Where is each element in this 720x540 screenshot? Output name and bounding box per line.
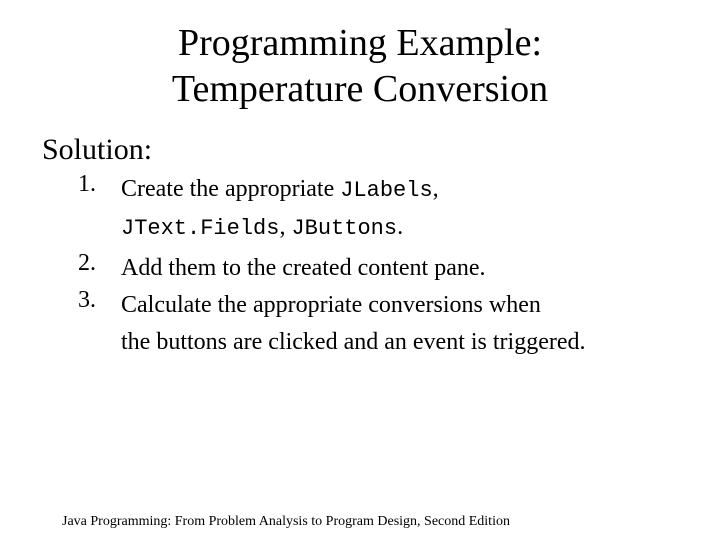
item-line: Calculate the appropriate conversions when (121, 292, 541, 318)
title-line-2: Temperature Conversion (171, 68, 549, 110)
solution-heading: Solution: (42, 133, 153, 166)
item-text-segment: Create the appropriate (121, 176, 341, 202)
title-line-1: Programming Example: (177, 22, 543, 64)
code-jbuttons: JButtons (291, 216, 398, 241)
item-text-segment: , (432, 176, 439, 202)
list-item-text (121, 171, 711, 247)
item-text-segment: . (397, 214, 404, 240)
code-jtextfields: JText.Fields (121, 216, 280, 241)
slide-footer: Java Programming: From Problem Analysis to Program Design, Second Edition (62, 514, 510, 529)
list-item-number: 3. (78, 287, 96, 313)
code-jlabels: JLabels (340, 178, 433, 203)
item-text-segment: , (279, 214, 292, 240)
list-item-text: Add them to the created content pane. (121, 255, 486, 281)
slide-title (0, 20, 720, 112)
list-item-number: 1. (78, 171, 96, 197)
list-item-number: 2. (78, 250, 96, 276)
item-line: the buttons are clicked and an event is triggered. (121, 329, 586, 355)
list-item-text (121, 287, 711, 361)
